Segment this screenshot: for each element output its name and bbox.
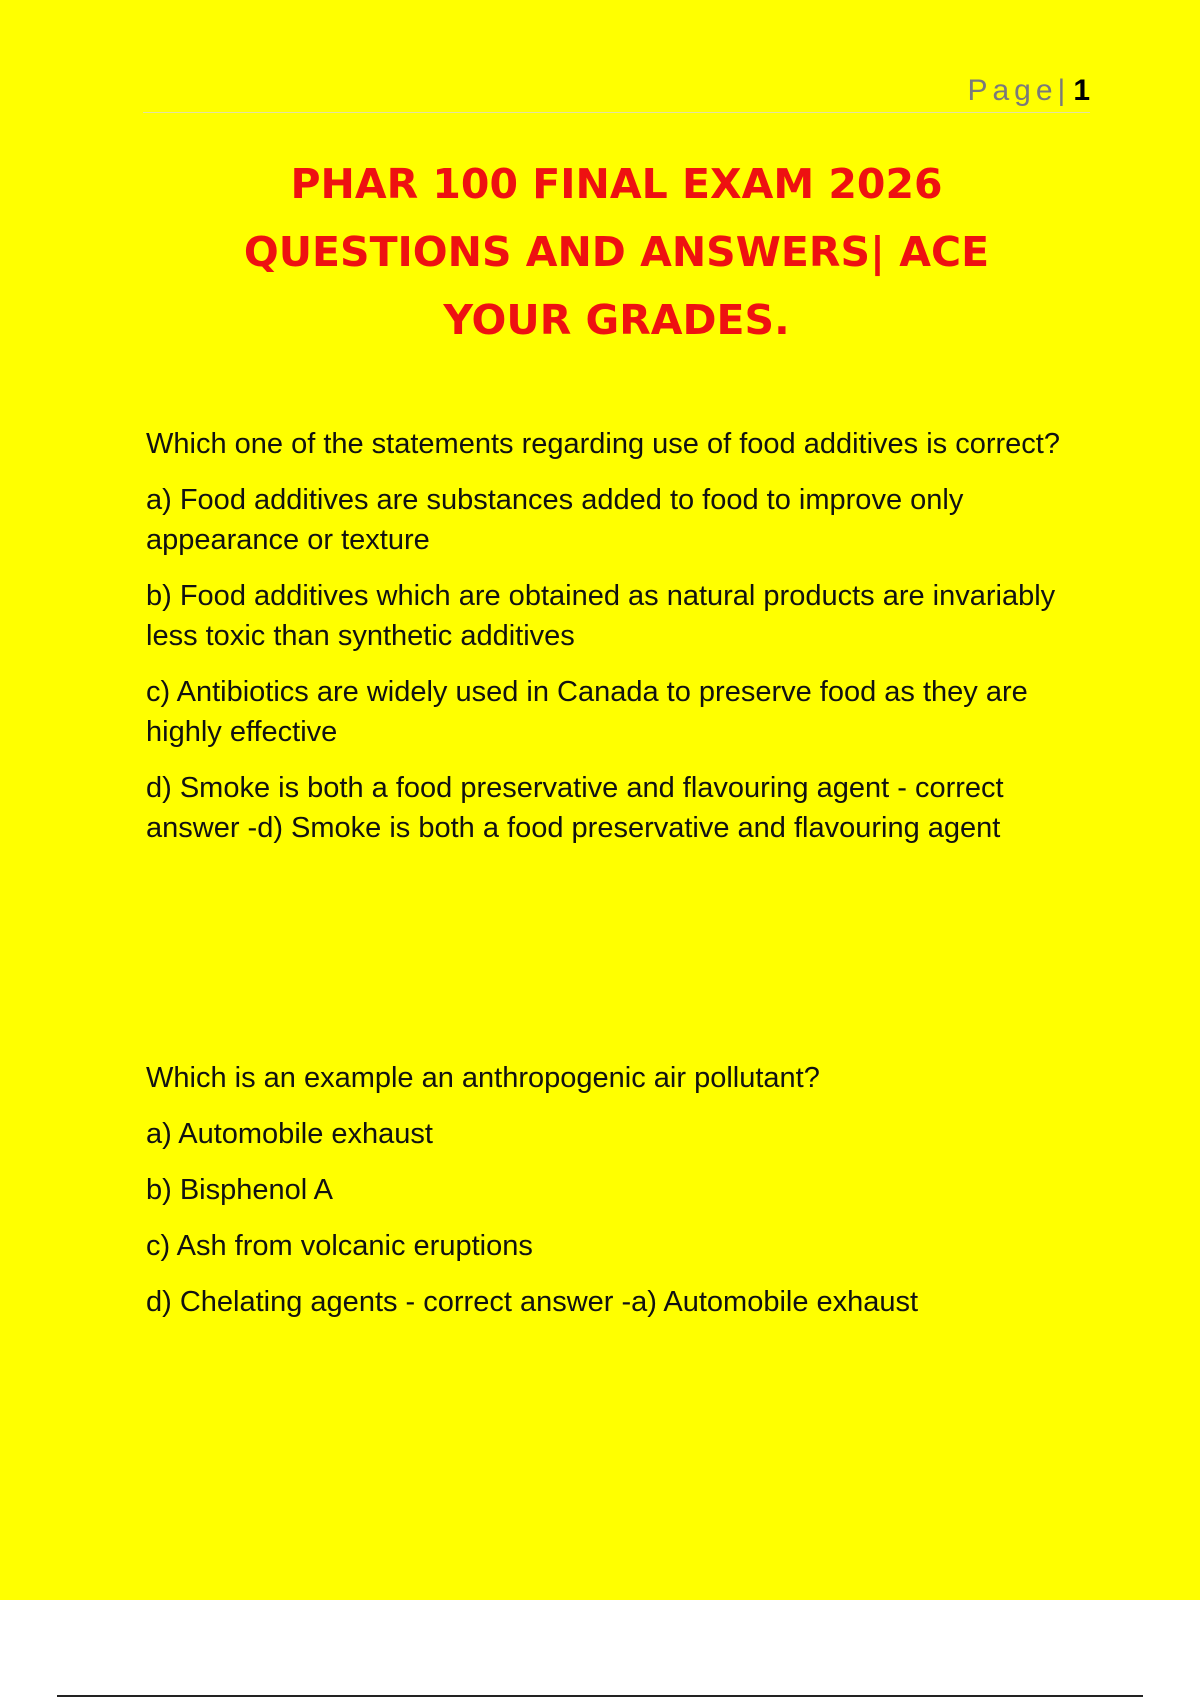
- page-label: Page: [967, 74, 1058, 107]
- answer-option: c) Antibiotics are widely used in Canada to preserve food as they are highly effective: [146, 676, 1028, 748]
- question-block: [146, 1058, 1086, 1338]
- answer-option: b) Bisphenol A: [146, 1174, 334, 1206]
- question-block: [146, 424, 1086, 864]
- answer-option: d) Smoke is both a food preservative and flavouring agent - correct answer -d) Smoke is both a food preservative and flavouring agent: [146, 772, 1004, 844]
- title-line: YOUR GRADES.: [443, 296, 790, 344]
- title-line: QUESTIONS AND ANSWERS| ACE: [243, 228, 990, 276]
- answer-option: b) Food additives which are obtained as natural products are invariably less toxic than synthetic additives: [146, 580, 1056, 652]
- answer-option: d) Chelating agents - correct answer -a) Automobile exhaust: [146, 1286, 919, 1318]
- page-header: [143, 70, 1090, 113]
- answer-option: a) Automobile exhaust: [146, 1118, 433, 1150]
- page-number: 1: [1073, 74, 1090, 107]
- answer-option: a) Food additives are substances added to food to improve only appearance or texture: [146, 484, 964, 556]
- question-prompt: Which is an example an anthropogenic air pollutant?: [146, 1062, 820, 1094]
- question-prompt: Which one of the statements regarding use of food additives is correct?: [146, 428, 1060, 460]
- title-line: PHAR 100 FINAL EXAM 2026: [290, 160, 943, 208]
- document-title: [143, 150, 1090, 354]
- page-divider: [57, 1695, 1143, 1697]
- page-separator: |: [1057, 74, 1066, 107]
- answer-option: c) Ash from volcanic eruptions: [146, 1230, 533, 1262]
- page-number-indicator: [967, 74, 1090, 108]
